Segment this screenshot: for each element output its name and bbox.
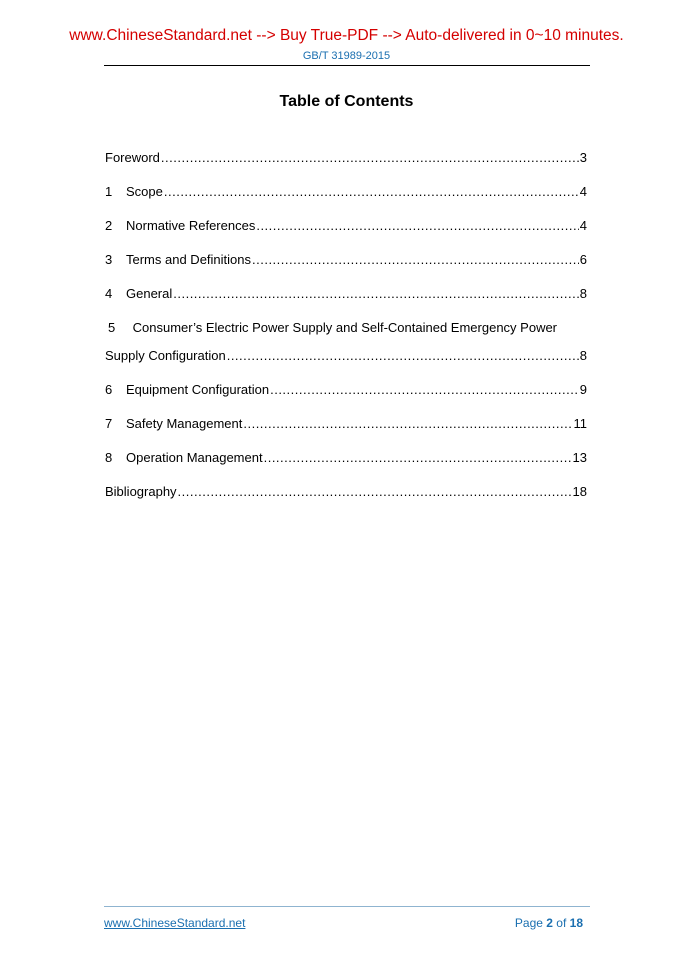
toc-entry-page: 9	[579, 382, 587, 397]
toc-entry-number: 7	[105, 416, 113, 431]
toc-leader	[161, 150, 579, 165]
toc-entry-label: Supply Configuration	[105, 348, 226, 363]
header-banner: www.ChineseStandard.net --> Buy True-PDF --> Auto-delivered in 0~10 minutes.	[69, 27, 624, 44]
footer-site-link[interactable]: www.ChineseStandard.net	[104, 916, 246, 930]
toc-entry-number: 6	[105, 382, 113, 397]
toc-entry-safety-management[interactable]	[105, 416, 587, 434]
toc-entry-page: 3	[579, 150, 587, 165]
page-of: of	[552, 916, 570, 930]
toc-entry-page: 18	[572, 484, 587, 499]
toc-entry-number: 3	[105, 252, 113, 267]
toc-entry-page: 4	[579, 218, 587, 233]
document-number: GB/T 31989-2015	[302, 50, 391, 62]
toc-leader	[243, 416, 572, 431]
header-divider	[104, 65, 590, 66]
toc-entry-general[interactable]	[105, 286, 587, 304]
toc-entry-label: Bibliography	[105, 484, 177, 499]
toc-entry-label: General	[126, 286, 173, 301]
page-prefix: Page	[514, 916, 547, 930]
toc-entry-number: 1	[105, 184, 113, 199]
toc-entry-foreword[interactable]	[105, 150, 587, 168]
toc-leader	[252, 252, 579, 267]
toc-entry-bibliography[interactable]	[105, 484, 587, 502]
page-current: 2	[546, 916, 553, 930]
toc-entry-label: Equipment Configuration	[126, 382, 270, 397]
toc-entry-number: 2	[105, 218, 113, 233]
toc-leader	[256, 218, 578, 233]
toc-entry-number: 4	[105, 286, 113, 301]
toc-entry-label: Consumer’s Electric Power Supply and Self-Contained Emergency Power	[132, 320, 558, 335]
toc-entry-number: 5	[108, 320, 116, 335]
toc-entry-page: 8	[579, 348, 587, 363]
toc-entry-label: Operation Management	[126, 450, 263, 465]
toc-entry-label: Normative References	[126, 218, 256, 233]
toc-title: Table of Contents	[279, 93, 414, 110]
toc-entry-page: 13	[572, 450, 587, 465]
toc-entry-label: Foreword	[105, 150, 160, 165]
toc-entry-label: Terms and Definitions	[126, 252, 251, 267]
toc-entry-power-supply-line1[interactable]	[108, 320, 590, 338]
footer-divider	[104, 906, 590, 907]
toc-leader	[164, 184, 579, 199]
toc-leader	[173, 286, 579, 301]
toc-entry-page: 4	[579, 184, 587, 199]
toc-entry-page: 11	[573, 416, 587, 431]
toc-entry-page: 8	[579, 286, 587, 301]
page-total: 18	[569, 916, 583, 930]
toc-leader	[270, 382, 579, 397]
toc-entry-equipment-configuration[interactable]	[105, 382, 587, 400]
toc-entry-label: Safety Management	[126, 416, 243, 431]
toc-leader	[178, 484, 572, 499]
toc-entry-terms-and-definitions[interactable]	[105, 252, 587, 270]
toc-leader	[264, 450, 572, 465]
toc-entry-operation-management[interactable]	[105, 450, 587, 468]
toc-entry-power-supply-line2[interactable]	[105, 348, 587, 366]
footer-page-indicator	[515, 916, 583, 930]
toc-entry-label: Scope	[126, 184, 163, 199]
toc-leader	[227, 348, 579, 363]
toc-entry-page: 6	[579, 252, 587, 267]
toc-entry-normative-references[interactable]	[105, 218, 587, 236]
toc-entry-scope[interactable]	[105, 184, 587, 202]
toc-entry-number: 8	[105, 450, 113, 465]
